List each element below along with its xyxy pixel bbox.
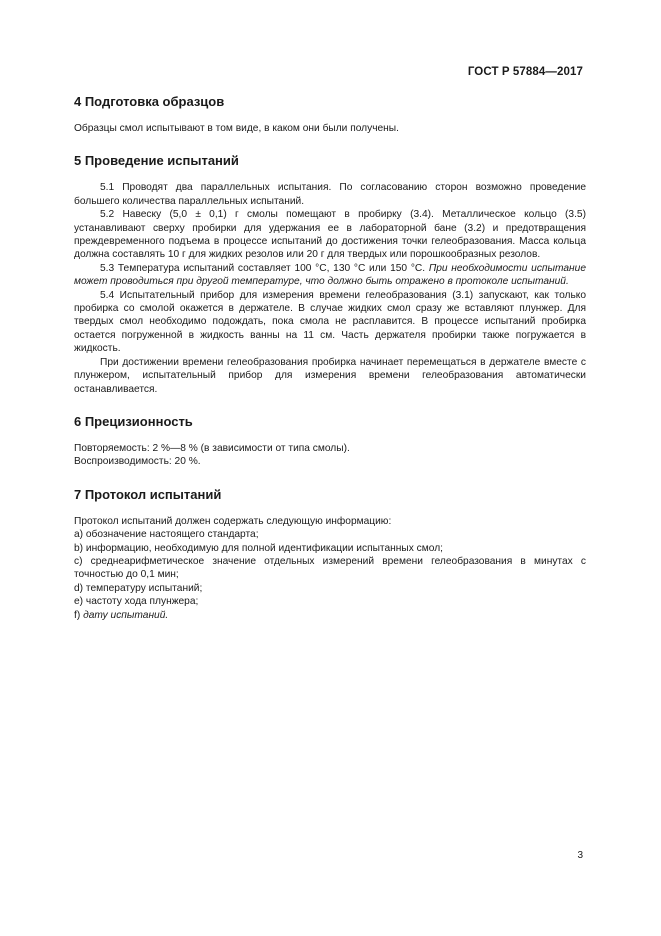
list-item: a) обозначение настоящего стандарта; <box>74 529 259 541</box>
repeatability: Повторяемость: 2 %—8 % (в зависимости от типа смолы). <box>74 442 350 454</box>
page-number: 3 <box>577 850 583 861</box>
section-5-title: 5 Проведение испытаний <box>74 153 239 169</box>
section-7-title: 7 Протокол испытаний <box>74 486 222 502</box>
list-item-f-label: f) <box>74 609 84 621</box>
clause-5-3-text: 5.3 Температура испытаний составляет 100 °C, 130 °C или 150 °C. <box>100 262 429 274</box>
list-item: d) температуру испытаний; <box>74 582 203 594</box>
section-7 <box>74 487 586 622</box>
list-item: b) информацию, необходимую для полной идентификации испытанных смол; <box>74 542 443 554</box>
section-6 <box>74 414 586 469</box>
list-item: c) среднеарифметическое значение отдельных измерений времени гелеобразования в минутах с точностью до 0,1 мин; <box>74 555 586 581</box>
section-6-title: 6 Прецизионность <box>74 413 193 429</box>
clause-5-4: 5.4 Испытательный прибор для измерения времени гелеобразования (3.1) запускают, как только пробирка со смолой окажется в держателе. В случае жидких смол сразу же вставляют плунжер. Для твердых смол необходимо подождать, пока смола не расплавится. В процессе испытаний пробирка остается погруженной в жидкость ванны на 11 см. Часть держателя пробирки также погружается в жидкость. <box>74 289 586 355</box>
section-5 <box>74 153 586 396</box>
document-body <box>74 94 586 640</box>
clause-5-1: 5.1 Проводят два параллельных испытания. По согласованию сторон возможно проведение большего количества параллельных испытаний. <box>74 182 586 207</box>
standard-code: ГОСТ Р 57884—2017 <box>467 66 583 78</box>
clause-5-4-continued: При достижении времени гелеобразования пробирка начинает перемещаться в держателе вместе с плунжером, испытательный прибор для измерения времени гелеобразования автоматически останавливается. <box>74 356 586 395</box>
clause-5-3-note: При необходимости испытание может проводиться при другой температуре, что должно быть отражено в протоколе испытаний. <box>74 262 586 288</box>
reproducibility: Воспроизводимость: 20 %. <box>74 456 201 468</box>
list-item <box>74 609 586 622</box>
clause-5-2: 5.2 Навеску (5,0 ± 0,1) г смолы помещают в пробирку (3.4). Металлическое кольцо (3.5) устанавливают сверху пробирки для удержания ее в лабораторной бане (3.2) и предотвращения преждевременного подъема в процессе испытаний до достижения точки гелеобразования. Масса кольца должна составлять 10 г для жидких резолов или 20 г для твердых или порошкообразных резолов. <box>74 209 586 261</box>
section-4-text: Образцы смол испытывают в том виде, в каком они были получены. <box>74 123 399 134</box>
protocol-intro: Протокол испытаний должен содержать следующую информацию: <box>74 515 392 527</box>
list-item-f-text: дату испытаний. <box>83 609 169 621</box>
list-item: e) частоту хода плунжера; <box>74 596 199 608</box>
clause-5-3 <box>74 262 586 289</box>
section-4-title: 4 Подготовка образцов <box>74 94 225 109</box>
section-4 <box>74 94 586 135</box>
